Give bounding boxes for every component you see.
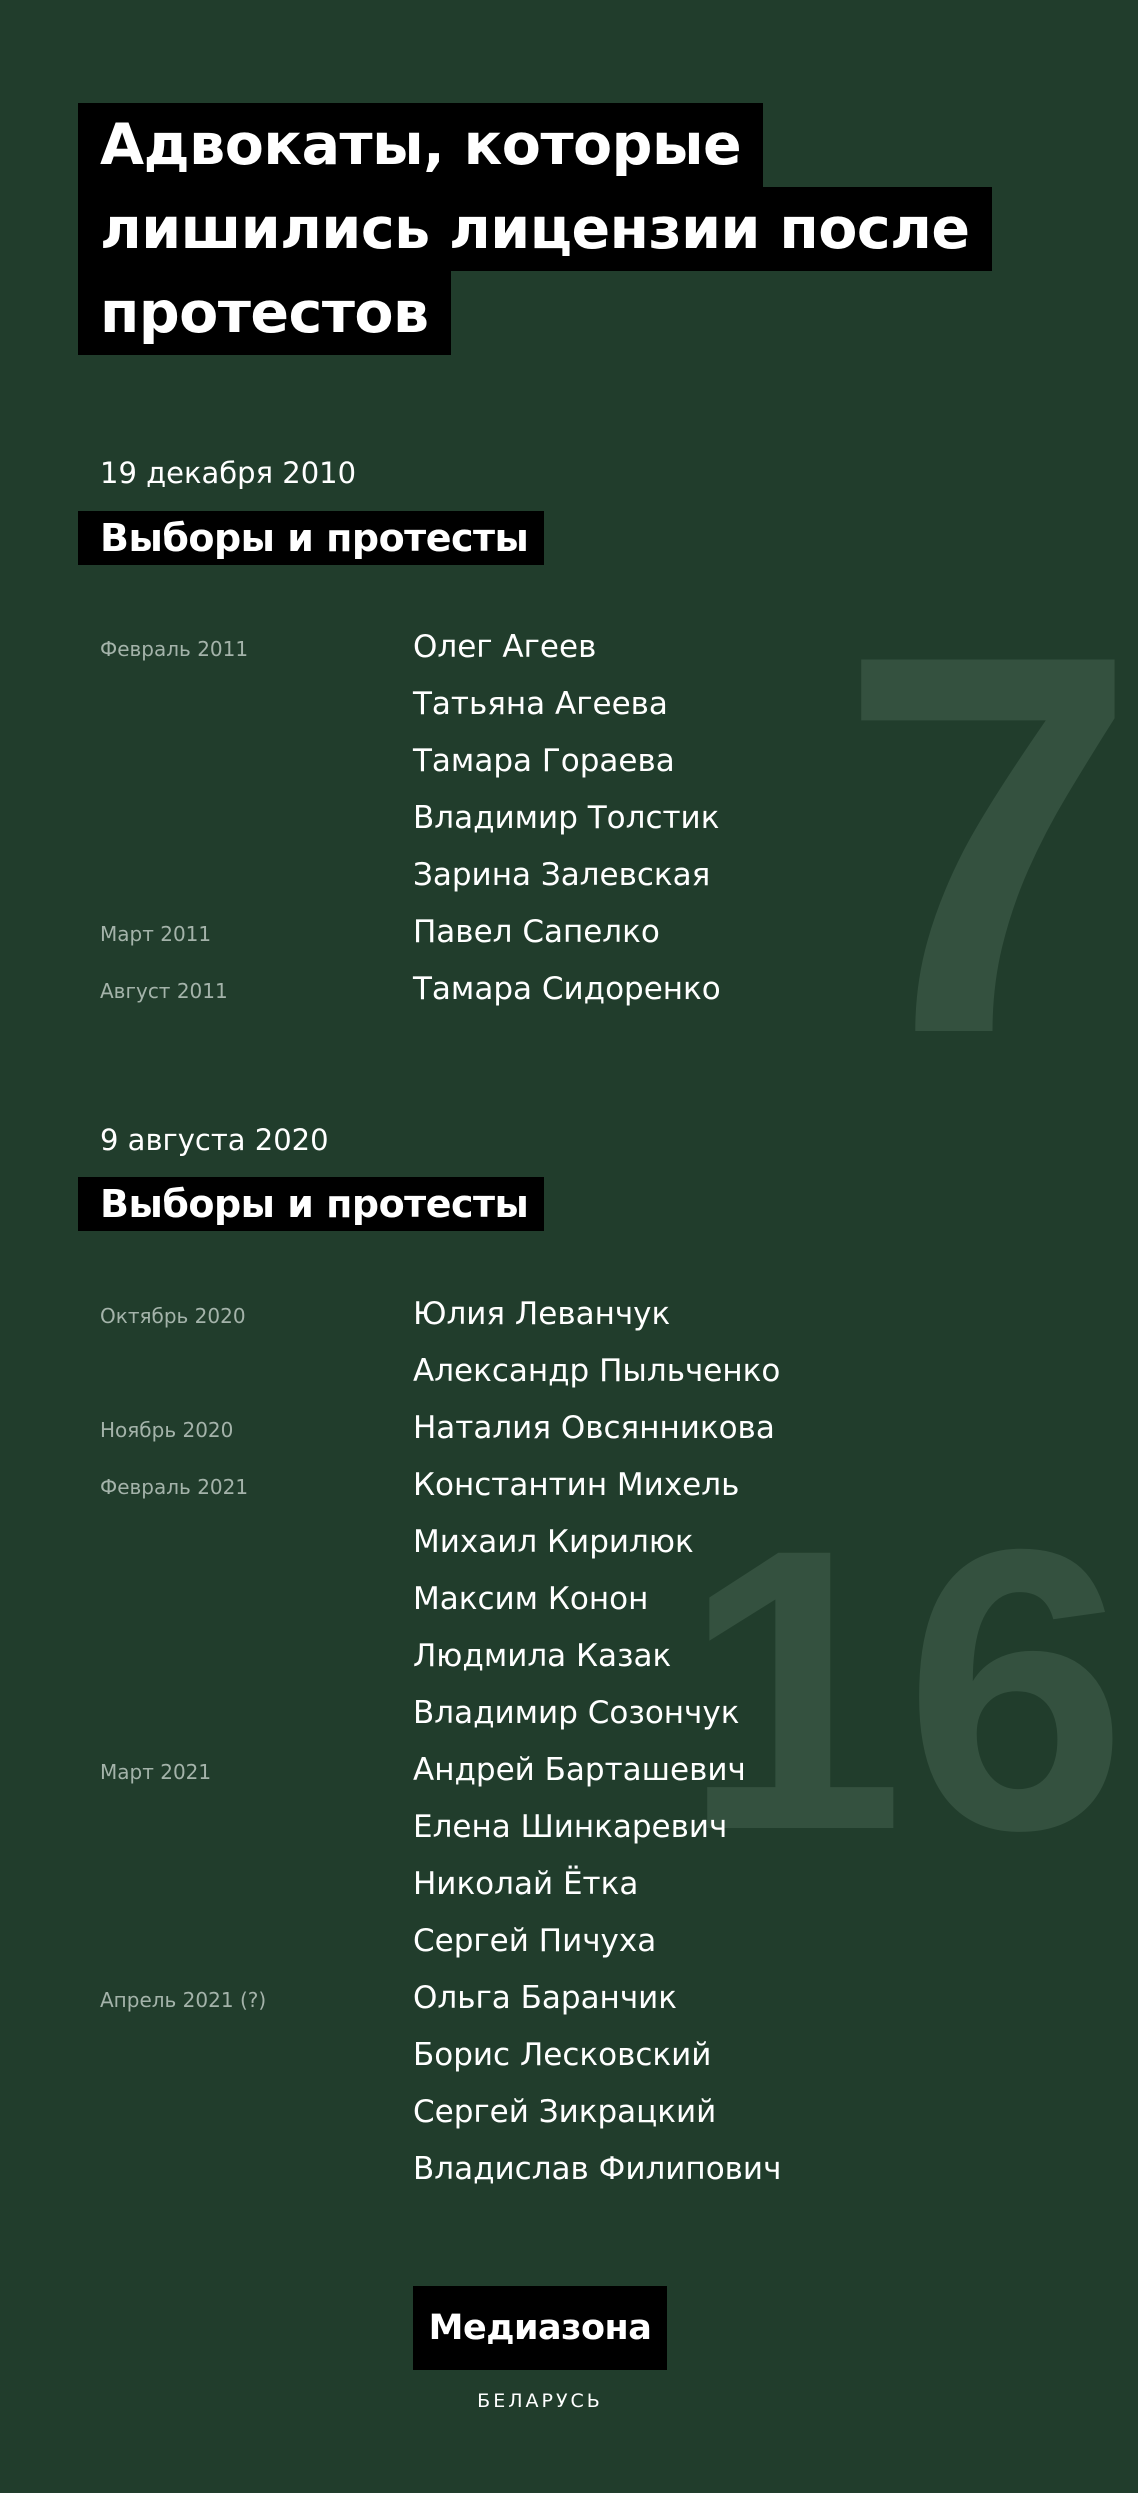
list-item-date: Март 2021	[100, 1760, 212, 1784]
list-item-name: Олег Агеев	[413, 629, 597, 665]
list-item-name: Татьяна Агеева	[413, 686, 668, 722]
list-item-name: Зарина Залевская	[413, 857, 711, 893]
list-item	[0, 2092, 1080, 2149]
list-item	[0, 855, 1080, 912]
list-item-name: Павел Сапелко	[413, 914, 660, 950]
list-item	[0, 1351, 1080, 1408]
list-item-name: Александр Пыльченко	[413, 1353, 781, 1389]
list-item	[0, 1294, 1080, 1351]
list-item-date: Март 2011	[100, 922, 212, 946]
list-item-date: Февраль 2021	[100, 1475, 249, 1499]
list-item	[0, 912, 1080, 969]
section-title: Выборы и протесты	[78, 1177, 544, 1231]
list-item	[0, 684, 1080, 741]
list-item	[0, 1693, 1080, 1750]
list-item-date: Ноябрь 2020	[100, 1418, 234, 1442]
list-item	[0, 1978, 1080, 2035]
section-count-number: 7	[838, 543, 1138, 1146]
section-count-number: 16	[682, 1466, 1127, 1913]
list-item-name: Елена Шинкаревич	[413, 1809, 728, 1845]
list-item-name: Борис Лесковский	[413, 2037, 712, 2073]
list-item	[0, 969, 1080, 1026]
list-item-name: Андрей Барташевич	[413, 1752, 746, 1788]
list-item-date: Август 2011	[100, 979, 228, 1003]
list-item-name: Михаил Кирилюк	[413, 1524, 694, 1560]
logo-subtitle: БЕЛАРУСЬ	[477, 2390, 603, 2412]
page-title-line-2: лишились лицензии после	[78, 187, 992, 271]
list-item	[0, 1864, 1080, 1921]
section-date: 19 декабря 2010	[100, 456, 357, 490]
list-item-name: Ольга Баранчик	[413, 1980, 678, 2016]
list-item-name: Владислав Филипович	[413, 2151, 782, 2187]
list-item	[0, 1408, 1080, 1465]
list-item	[0, 1465, 1080, 1522]
list-item-name: Тамара Гораева	[413, 743, 675, 779]
list-item	[0, 1522, 1080, 1579]
list-item	[0, 1921, 1080, 1978]
list-item-date: Февраль 2011	[100, 637, 249, 661]
list-item	[0, 2149, 1080, 2206]
list-item-date: Апрель 2021 (?)	[100, 1988, 267, 2012]
list-item-name: Людмила Казак	[413, 1638, 672, 1674]
list-item-name: Константин Михель	[413, 1467, 740, 1503]
list-item	[0, 1807, 1080, 1864]
list-item-name: Владимир Толстик	[413, 800, 720, 836]
list-item-name: Тамара Сидоренко	[413, 971, 721, 1007]
list-item-name: Сергей Пичуха	[413, 1923, 657, 1959]
list-item	[0, 627, 1080, 684]
section-date: 9 августа 2020	[100, 1123, 329, 1157]
list-item-name: Владимир Созончук	[413, 1695, 740, 1731]
section-title: Выборы и протесты	[78, 511, 544, 565]
list-item	[0, 1636, 1080, 1693]
list-item-name: Юлия Леванчук	[413, 1296, 671, 1332]
list-item-name: Николай Ётка	[413, 1866, 639, 1902]
list-item-name: Максим Конон	[413, 1581, 649, 1617]
list-item-name: Сергей Зикрацкий	[413, 2094, 717, 2130]
list-item	[0, 1750, 1080, 1807]
list-item	[0, 1579, 1080, 1636]
list-item	[0, 2035, 1080, 2092]
list-item	[0, 741, 1080, 798]
list-item-date: Октябрь 2020	[100, 1304, 246, 1328]
list-item-name: Наталия Овсянникова	[413, 1410, 775, 1446]
mediazona-logo: Медиазона	[413, 2286, 667, 2370]
page-title-line-3: протестов	[78, 271, 451, 355]
page-title-line-1: Адвокаты, которые	[78, 103, 763, 187]
list-item	[0, 798, 1080, 855]
